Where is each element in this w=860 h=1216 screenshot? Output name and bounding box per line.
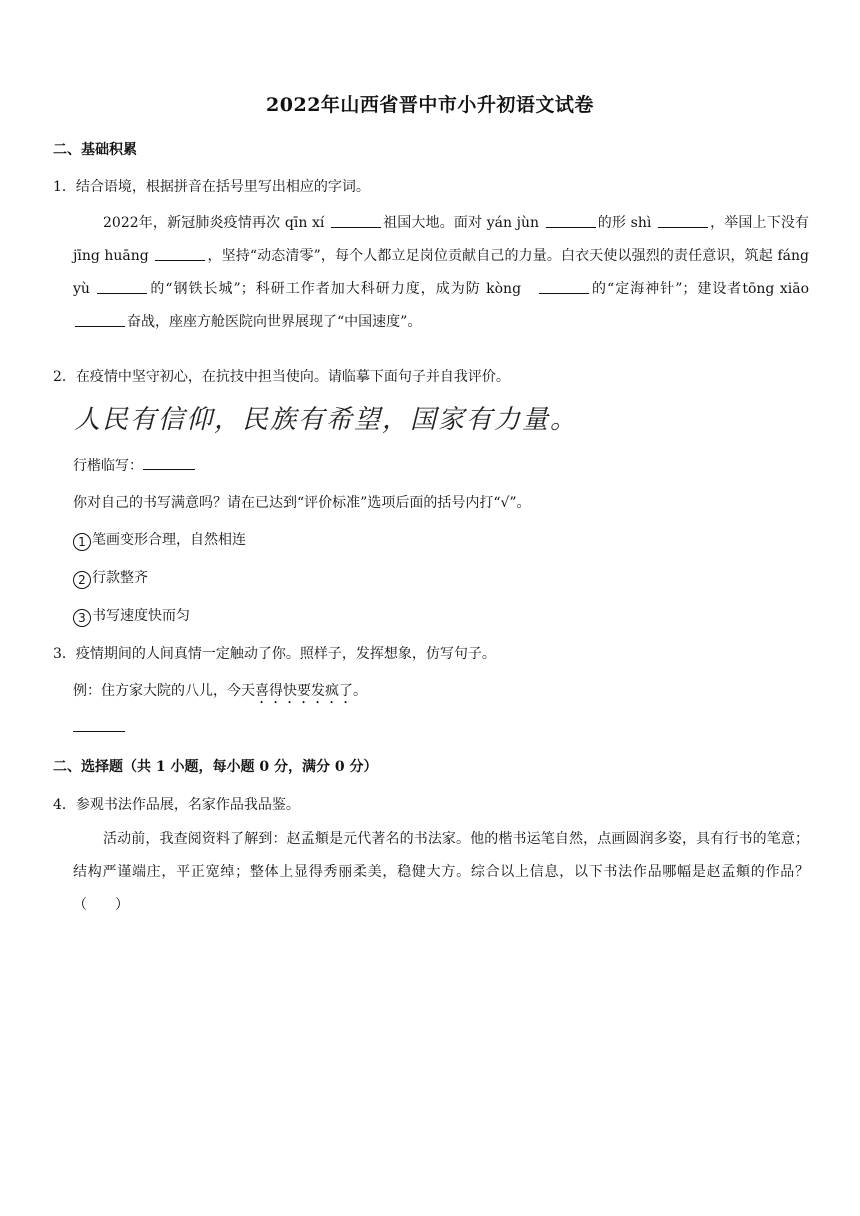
question-3-answer-blank[interactable] xyxy=(73,731,125,732)
copy-blank[interactable] xyxy=(143,457,195,470)
calligraphy-text: 人民有信仰，民族有希望，国家有力量。 xyxy=(74,405,574,435)
q1-text: tōng xiāo xyxy=(742,281,809,297)
answer-blank[interactable] xyxy=(331,215,381,228)
q1-text: ，坚持“动态清零”，每个人都立足岗位贡献自己的力量。白衣天使以强烈的责任意识， xyxy=(207,248,745,264)
calligraphy-image xyxy=(74,398,574,438)
question-4-stem: 4．参观书法作品展，名家作品我品鉴。 xyxy=(53,797,300,813)
evaluation-option[interactable] xyxy=(73,567,148,589)
question-2-stem: 2．在疫情中坚守初心，在抗技中担当使向。请临摹下面句子并自我评价。 xyxy=(53,369,510,385)
question-3-example xyxy=(73,680,367,707)
option-number: 2 xyxy=(73,571,91,589)
q1-text: 奋战，座座方舱医院向世界展现了“中国速度”。 xyxy=(127,314,422,330)
copy-label: 行楷临写： xyxy=(73,458,143,474)
question-3-stem: 3．疫情期间的人间真情一定触动了你。照样子，发挥想象，仿写句子。 xyxy=(53,646,496,662)
question-1-stem: 1．结合语境，根据拼音在括号里写出相应的字词。 xyxy=(53,179,370,195)
question-1-passage xyxy=(73,207,809,339)
example-text: 。 xyxy=(353,683,367,699)
section-heading-choice: 二、选择题（共 1 小题，每小题 0 分，满分 0 分） xyxy=(53,759,378,775)
option-number: 1 xyxy=(73,533,91,551)
answer-blank[interactable] xyxy=(539,281,589,294)
evaluation-option[interactable] xyxy=(73,605,190,627)
q1-text: 有 jīng huāng xyxy=(73,215,810,264)
page-title: 2022年山西省晋中市小升初语文试卷 xyxy=(266,94,594,116)
copy-line xyxy=(73,455,195,475)
q1-text: 2022年，新冠肺炎疫情再次 qīn xí xyxy=(103,215,329,231)
answer-blank[interactable] xyxy=(97,281,147,294)
example-emphasis: 喜得快要发疯了 xyxy=(255,683,353,699)
answer-blank[interactable] xyxy=(658,215,708,228)
q1-text: 的“定海神针”；建设者 xyxy=(591,281,743,297)
evaluation-prompt: 你对自己的书写满意吗？请在已达到“评价标准”选项后面的括号内打“√”。 xyxy=(73,495,531,511)
option-text: 行款整齐 xyxy=(92,570,148,586)
q1-text: 筑起 fáng yù xyxy=(73,248,809,297)
option-text: 书写速度快而匀 xyxy=(92,608,190,624)
example-text: 例：住方家大院的八儿，今天 xyxy=(73,683,255,699)
option-number: 3 xyxy=(73,609,91,627)
answer-blank[interactable] xyxy=(75,314,125,327)
option-text: 笔画变形合理，自然相连 xyxy=(92,532,246,548)
section-heading-basics: 二、基础积累 xyxy=(53,142,137,158)
question-4-passage: 活动前，我查阅资料了解到：赵孟頫是元代著名的书法家。他的楷书运笔自然，点画圆润多姿，具有行书的笔意；结构严谨端庄，平正宽绰；整体上显得秀丽柔美，稳健大方。综合以上信息，以下书法作品哪幅是赵孟頫的作品？（ ） xyxy=(73,831,809,913)
calligraphy-sample xyxy=(74,398,574,438)
q1-text: 的“钢铁长城”；科研工作者加大科研力度，成为防 kòng xyxy=(149,281,538,297)
answer-blank[interactable] xyxy=(155,248,205,261)
q1-text: 祖国大地。面对 yán jùn xyxy=(382,215,544,231)
q1-text: 的形 shì xyxy=(597,215,656,231)
q1-text: ，举国上下没 xyxy=(709,215,796,231)
answer-blank[interactable] xyxy=(546,215,596,228)
evaluation-option[interactable] xyxy=(73,529,246,551)
